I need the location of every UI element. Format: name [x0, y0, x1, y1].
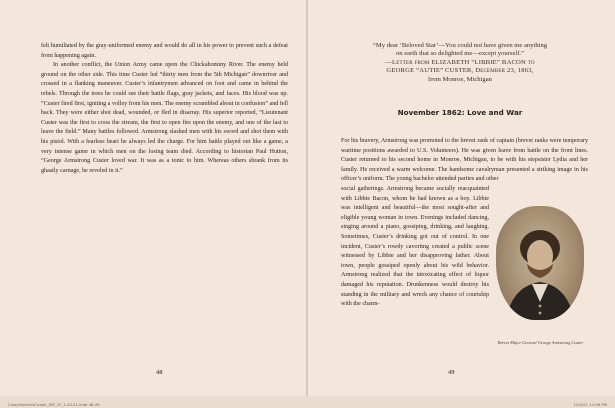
epigraph	[340, 42, 580, 84]
epigraph-quote-line: on earth that so delighted me—except yourself.”	[396, 50, 524, 58]
print-slug-left: CrazyHorseVsCuster_INT_2F_1.20.21.indd 48-49	[8, 402, 100, 407]
section-heading: November 1862: Love and War	[397, 108, 523, 117]
left-paragraph: felt humiliated by the gray-uniformed enemy and would do all in his power to prevent such a defeat from happening again.	[41, 43, 288, 59]
left-body-text	[41, 42, 288, 176]
print-slug-right: 1/20/21 11:06 PM	[573, 402, 607, 407]
left-paragraph: In another conflict, the Union Army came upon the Chickahominy River. The enemy held ground on the other side. This time Custer led “thirty men from the 5th Michigan” downriver and crossed in a flanking maneuver. Custer’s infantrymen advanced on foot and came in behind the rebels. Through the trees he could see their battle flags, gray jackets, and faces. His blood was up. “Custer fired first, igniting a volley from his men. The enemy scrambled about in confusion” and fell back. They were either shot dead, wounded, or fled in disarray. His superior reported, “Lieutenant Custer was the first to cross the stream, the first to open fire upon the enemy, and one of the last to leave the field.” Many battles followed. Armstrong slashed men with his sword and shot them with his pistol. With a fearless heart he always led the charge. For him battle played out like a game, a very intense game in which men on the losing team died. According to historian Paul Hutton, “George Armstrong Custer loved war. It was as a tonic to him. Whereas others shrank from its ghastly carnage, he reveled in it.”	[41, 62, 288, 174]
epigraph-attribution: —Letter from ELIZABETH “LIBBIE” BACON to	[385, 58, 535, 66]
left-page	[0, 0, 307, 396]
page-number-left: 48	[156, 369, 163, 376]
custer-portrait-photo	[496, 206, 584, 320]
epigraph-attribution: GEORGE “AUTIE” CUSTER, December 23, 1863,	[386, 67, 534, 75]
epigraph-attribution: from Monroe, Michigan	[428, 75, 492, 83]
photo-caption: Brevet Major General George Armstrong Custer	[497, 340, 584, 345]
right-paragraph-wrapped: social gatherings. Armstrong became socially reacquainted with Libbie Bacon, whom he had known as a boy. Libbie was intelligent and beautiful—the most sought-after and eligible young woman in town. Evenings included dancing, singing around a piano, gossiping, drinking, and laughing. Sometimes, Custer’s drinking got out of control. In one incident, Custer’s rowdy cavorting created a public scene witnessed by Libbie and her disapproving father. About town, people gossiped openly about his wild behavior. Armstrong realized that the intoxicating effect of liquor damaged his reputation. Drunkenness would destroy his standing in the military and wreck any chance of courtship with the charm-	[341, 185, 489, 308]
portrait-button	[539, 312, 542, 315]
epigraph-quote-line: “My dear ‘Beloved Star’—You could not have given me anything	[372, 42, 548, 49]
page-number-right: 49	[448, 369, 455, 376]
portrait-illustration	[496, 206, 584, 320]
right-paragraph: For his bravery, Armstrong was promoted to the brevet rank of captain (brevet ranks were temporary wartime positions awarded to U.S. Volunteers). He was given leave from battle on the front lines. Custer returned to his second home in Monroe, Michigan, to be with his stepsister Lydia and her family. He received a warm welcome. The handsome cavalryman presented a striking image in his officer’s uniform. The young bachelor attended parties and other	[341, 138, 588, 183]
portrait-button	[539, 305, 542, 308]
